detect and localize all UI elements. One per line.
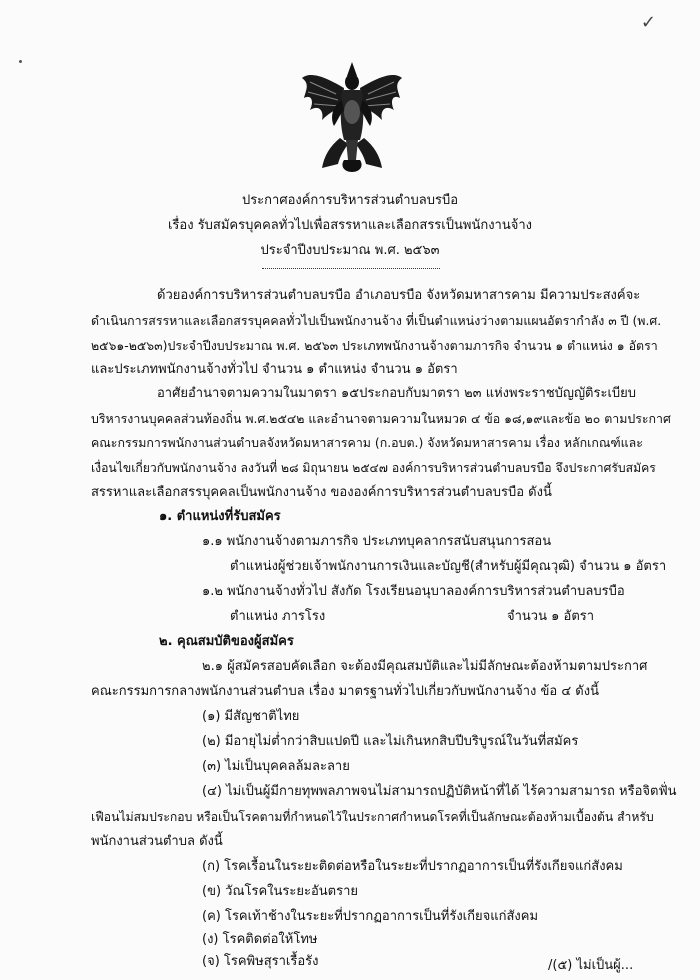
qualification-paragraph: ๒.๑ ผู้สมัครสอบคัดเลือก จะต้องมีคุณสมบัติและไม่มีลักษณะต้องห้ามตามประกาศ (202, 659, 648, 674)
qualification-item: พนักงานส่วนตำบล ดังนี้ (91, 834, 223, 849)
section2-heading: ๒. คุณสมบัติของผู้สมัคร (159, 634, 294, 649)
check-mark: ✓ (640, 12, 656, 33)
authority-line: อาศัยอำนาจตามความในมาตรา ๑๕ประกอบกับมาตรา ๒๓ แห่งพระราชบัญญัติระเบียบ (157, 386, 637, 401)
position-count: จำนวน ๑ อัตรา (507, 609, 595, 624)
header-divider (262, 268, 440, 269)
disease-item: (จ) โรคพิษสุราเรื้อรัง (202, 954, 319, 969)
qualification-item: (๑) มีสัญชาติไทย (202, 709, 300, 724)
continuation-marker: /(๕) ไม่เป็นผู้... (548, 958, 634, 973)
qualification-item: เฟือนไม่สมประกอบ หรือเป็นโรคตามที่กำหนดไว้ในประกาศกำหนดโรคที่เป็นลักษณะต้องห้ามเบื้องต้น สำหรับ (91, 810, 654, 824)
disease-item: (ข) วัณโรคในระยะอันตราย (202, 884, 359, 899)
position-item: ๑.๑ พนักงานจ้างตามภารกิจ ประเภทบุคลากรสนับสนุนการสอน (202, 534, 552, 549)
authority-line: บริหารงานบุคคลส่วนท้องถิ่น พ.ศ.๒๕๔๒ และอำนาจตามความในหมวด ๔ ข้อ ๑๘,๑๙และข้อ ๒๐ ตามประกาศ (91, 411, 671, 426)
disease-item: (ค) โรคเท้าช้างในระยะที่ปรากฏอาการเป็นที่รังเกียจแก่สังคม (202, 909, 539, 924)
intro-line: ดำเนินการสรรหาและเลือกสรรบุคคลทั่วไปเป็นพนักงานจ้าง ที่เป็นตำแหน่งว่างตามแผนอัตรากำลัง ๓ ปี (พ.ศ. (91, 313, 662, 328)
announcement-title: ประกาศองค์การบริหารส่วนตำบลบรบือ (241, 193, 459, 208)
garuda-emblem-icon (300, 60, 404, 172)
disease-item: (ง) โรคติดต่อให้โทษ (202, 932, 318, 947)
intro-line: ๒๕๖๑-๒๕๖๓)ประจำปีงบประมาณ พ.ศ. ๒๕๖๓ ประเภทพนักงานจ้างตามภารกิจ จำนวน ๑ ตำแหน่ง ๑ อัตรา (91, 338, 658, 353)
qualification-item: (๒) มีอายุไม่ต่ำกว่าสิบแปดปี และไม่เกินหกสิบปีบริบูรณ์ในวันที่สมัคร (202, 734, 579, 749)
intro-line: และประเภทพนักงานจ้างทั่วไป จำนวน ๑ ตำแหน่ง จำนวน ๑ อัตรา (91, 362, 458, 377)
qualification-paragraph: คณะกรรมการกลางพนักงานส่วนตำบล เรื่อง มาตรฐานทั่วไปเกี่ยวกับพนักงานจ้าง ข้อ ๔ ดังนี้ (91, 684, 599, 699)
announcement-fiscal-year: ประจำปีงบประมาณ พ.ศ. ๒๕๖๓ (260, 243, 440, 258)
authority-line: สรรหาและเลือกสรรบุคคลเป็นพนักงานจ้าง ขององค์การบริหารส่วนตำบลบรบือ ดังนี้ (91, 485, 552, 500)
authority-line: เงื่อนไขเกี่ยวกับพนักงานจ้าง ลงวันที่ ๒๘ มิถุนายน ๒๕๔๗ องค์การบริหารส่วนตำบลบรบือ จึงประกาศรับสมัคร (91, 461, 656, 475)
announcement-subject: เรื่อง รับสมัครบุคคลทั่วไปเพื่อสรรหาและเลือกสรรเป็นพนักงานจ้าง (167, 218, 532, 233)
section1-heading: ๑. ตำแหน่งที่รับสมัคร (159, 509, 281, 524)
position-item: ๑.๒ พนักงานจ้างทั่วไป สังกัด โรงเรียนอนุบาลองค์การบริหารส่วนตำบลบรบือ (202, 584, 625, 599)
scan-speck (19, 60, 22, 63)
qualification-item: (๓) ไม่เป็นบุคคลล้มละลาย (202, 759, 350, 774)
position-item-detail: ตำแหน่งผู้ช่วยเจ้าพนักงานการเงินและบัญชี(สำหรับผู้มีคุณวุฒิ) จำนวน ๑ อัตรา (230, 559, 667, 574)
position-item-detail: ตำแหน่ง ภารโรง (230, 609, 326, 624)
disease-item: (ก) โรคเรื้อนในระยะติดต่อหรือในระยะที่ปรากฏอาการเป็นที่รังเกียจแก่สังคม (202, 859, 623, 874)
intro-line: ด้วยองค์การบริหารส่วนตำบลบรบือ อำเภอบรบือ จังหวัดมหาสารคาม มีความประสงค์จะ (157, 288, 641, 303)
authority-line: คณะกรรมการพนักงานส่วนตำบลจังหวัดมหาสารคาม (ก.อบต.) จังหวัดมหาสารคาม เรื่อง หลักเกณฑ์และ (91, 435, 643, 450)
qualification-item: (๔) ไม่เป็นผู้มีกายทุพพลภาพจนไม่สามารถปฏิบัติหน้าที่ได้ ไร้ความสามารถ หรือจิตฟั่น (202, 784, 677, 799)
